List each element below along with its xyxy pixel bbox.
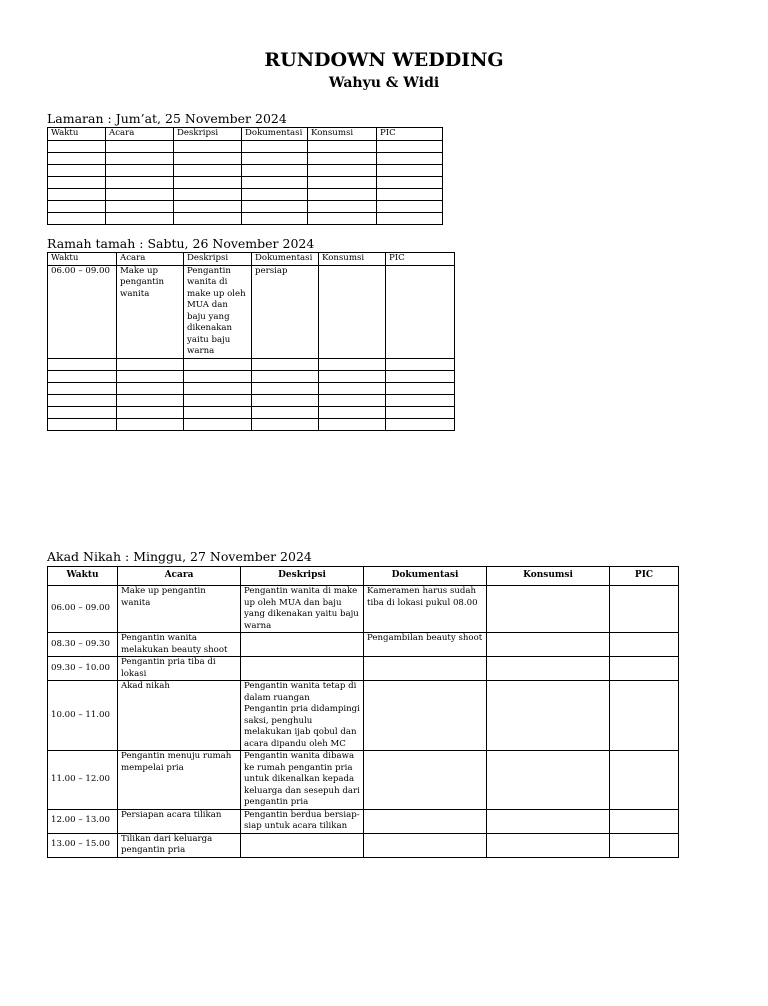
cell-pic (386, 406, 455, 418)
cell-deskripsi (184, 406, 252, 418)
cell-konsumsi (319, 394, 386, 406)
cell-pic (610, 751, 679, 810)
cell-acara (106, 176, 174, 188)
akad-nikah-table (47, 566, 679, 858)
table-row (48, 809, 679, 833)
table-row (48, 751, 679, 810)
cell-dokumentasi (252, 370, 319, 382)
cell-acara (106, 212, 174, 224)
table-row (48, 657, 679, 681)
cell-acara: Akad nikah (118, 681, 241, 751)
table-row (48, 358, 455, 370)
cell-konsumsi (308, 152, 377, 164)
table-row (48, 200, 443, 212)
section-heading-ramah-tamah: Ramah tamah : Sabtu, 26 November 2024 (47, 236, 315, 251)
cell-waktu (48, 418, 117, 430)
cell-pic (610, 586, 679, 633)
cell-deskripsi (241, 633, 364, 657)
table-row (48, 140, 443, 152)
cell-deskripsi: Pengantin berdua bersiap-siap untuk acara tilikan (241, 809, 364, 833)
cell-acara: Tilikan dari keluarga pengantin pria (118, 833, 241, 857)
column-header-waktu: Waktu (48, 128, 106, 141)
column-header-deskripsi: Deskripsi (184, 253, 252, 266)
cell-waktu: 08.30 – 09.30 (48, 633, 118, 657)
cell-konsumsi (487, 809, 610, 833)
table-row (48, 152, 443, 164)
cell-konsumsi (319, 358, 386, 370)
cell-deskripsi (241, 833, 364, 857)
cell-deskripsi (174, 152, 242, 164)
cell-konsumsi (487, 681, 610, 751)
cell-waktu (48, 394, 117, 406)
cell-dokumentasi (252, 394, 319, 406)
table-header-row (48, 567, 679, 586)
cell-pic (386, 265, 455, 358)
cell-dokumentasi (364, 681, 487, 751)
cell-pic (610, 633, 679, 657)
cell-pic (377, 188, 443, 200)
table-row (48, 188, 443, 200)
cell-dokumentasi: Pengambilan beauty shoot (364, 633, 487, 657)
cell-pic (377, 176, 443, 188)
cell-konsumsi (319, 418, 386, 430)
cell-konsumsi (319, 382, 386, 394)
column-header-pic: PIC (610, 567, 679, 586)
column-header-acara: Acara (117, 253, 184, 266)
cell-acara: Pengantin pria tiba di lokasi (118, 657, 241, 681)
cell-acara: Persiapan acara tilikan (118, 809, 241, 833)
column-header-deskripsi: Deskripsi (174, 128, 242, 141)
cell-acara (106, 164, 174, 176)
table-row (48, 681, 679, 751)
cell-pic (610, 681, 679, 751)
column-header-deskripsi: Deskripsi (241, 567, 364, 586)
table-row (48, 176, 443, 188)
cell-acara (106, 152, 174, 164)
cell-acara (117, 394, 184, 406)
cell-acara: Make up pengantin wanita (118, 586, 241, 633)
cell-pic (377, 140, 443, 152)
cell-konsumsi (319, 370, 386, 382)
cell-deskripsi (174, 188, 242, 200)
column-header-konsumsi: Konsumsi (319, 253, 386, 266)
cell-waktu (48, 188, 106, 200)
cell-waktu: 13.00 – 15.00 (48, 833, 118, 857)
table-row (48, 164, 443, 176)
cell-dokumentasi: persiap (252, 265, 319, 358)
cell-waktu: 11.00 – 12.00 (48, 751, 118, 810)
cell-deskripsi (241, 657, 364, 681)
cell-pic (377, 164, 443, 176)
section-heading-lamaran: Lamaran : Jum’at, 25 November 2024 (47, 111, 287, 126)
cell-waktu: 06.00 – 09.00 (48, 586, 118, 633)
cell-acara (117, 418, 184, 430)
cell-waktu (48, 200, 106, 212)
cell-konsumsi (308, 176, 377, 188)
cell-deskripsi (184, 418, 252, 430)
cell-waktu (48, 140, 106, 152)
cell-dokumentasi (364, 751, 487, 810)
column-header-waktu: Waktu (48, 253, 117, 266)
cell-waktu (48, 152, 106, 164)
cell-acara (106, 188, 174, 200)
cell-dokumentasi: Kameramen harus sudah tiba di lokasi pukul 08.00 (364, 586, 487, 633)
cell-waktu (48, 164, 106, 176)
column-header-pic: PIC (377, 128, 443, 141)
cell-waktu (48, 176, 106, 188)
table-row (48, 586, 679, 633)
cell-konsumsi (487, 586, 610, 633)
cell-waktu (48, 212, 106, 224)
cell-konsumsi (308, 140, 377, 152)
cell-waktu: 09.30 – 10.00 (48, 657, 118, 681)
cell-pic (386, 370, 455, 382)
document-title: RUNDOWN WEDDING (264, 49, 504, 71)
cell-deskripsi: Pengantin wanita di make up oleh MUA dan baju yang dikenakan yaitu baju warna (241, 586, 364, 633)
cell-konsumsi (308, 200, 377, 212)
cell-acara: Pengantin wanita melakukan beauty shoot (118, 633, 241, 657)
cell-acara (106, 140, 174, 152)
column-header-dokumentasi: Dokumentasi (364, 567, 487, 586)
cell-waktu: 10.00 – 11.00 (48, 681, 118, 751)
cell-deskripsi (184, 394, 252, 406)
cell-acara (117, 370, 184, 382)
cell-deskripsi (184, 370, 252, 382)
document-subtitle: Wahyu & Widi (328, 75, 440, 91)
cell-konsumsi (319, 265, 386, 358)
cell-pic (377, 212, 443, 224)
table-row (48, 406, 455, 418)
column-header-konsumsi: Konsumsi (487, 567, 610, 586)
cell-deskripsi (174, 164, 242, 176)
cell-pic (610, 809, 679, 833)
column-header-waktu: Waktu (48, 567, 118, 586)
cell-dokumentasi (364, 809, 487, 833)
cell-pic (386, 394, 455, 406)
column-header-dokumentasi: Dokumentasi (242, 128, 308, 141)
cell-konsumsi (487, 751, 610, 810)
cell-dokumentasi (252, 382, 319, 394)
cell-deskripsi (174, 176, 242, 188)
table-row (48, 382, 455, 394)
cell-konsumsi (308, 212, 377, 224)
table-row (48, 394, 455, 406)
cell-dokumentasi (252, 406, 319, 418)
cell-deskripsi: Pengantin wanita dibawa ke rumah pengantin pria untuk dikenalkan kepada keluarga dan sesepuh dari pengantin pria (241, 751, 364, 810)
cell-dokumentasi (242, 200, 308, 212)
cell-dokumentasi (364, 657, 487, 681)
cell-pic (377, 200, 443, 212)
cell-dokumentasi (242, 188, 308, 200)
cell-waktu (48, 358, 117, 370)
cell-konsumsi (308, 164, 377, 176)
column-header-acara: Acara (118, 567, 241, 586)
cell-dokumentasi (242, 212, 308, 224)
table-header-row (48, 253, 455, 266)
cell-acara (117, 406, 184, 418)
ramah-tamah-table (47, 252, 455, 431)
cell-waktu (48, 382, 117, 394)
column-header-konsumsi: Konsumsi (308, 128, 377, 141)
cell-dokumentasi (364, 833, 487, 857)
cell-waktu: 12.00 – 13.00 (48, 809, 118, 833)
cell-pic (386, 382, 455, 394)
cell-dokumentasi (252, 358, 319, 370)
cell-dokumentasi (242, 164, 308, 176)
cell-konsumsi (487, 833, 610, 857)
cell-acara (117, 382, 184, 394)
table-row (48, 212, 443, 224)
column-header-dokumentasi: Dokumentasi (252, 253, 319, 266)
cell-konsumsi (487, 657, 610, 681)
cell-dokumentasi (242, 152, 308, 164)
cell-dokumentasi (242, 140, 308, 152)
cell-pic (610, 833, 679, 857)
column-header-acara: Acara (106, 128, 174, 141)
cell-pic (377, 152, 443, 164)
table-header-row (48, 128, 443, 141)
table-row (48, 833, 679, 857)
cell-pic (386, 418, 455, 430)
cell-konsumsi (319, 406, 386, 418)
cell-waktu (48, 406, 117, 418)
cell-deskripsi: Pengantin wanita di make up oleh MUA dan baju yang dikenakan yaitu baju warna (184, 265, 252, 358)
cell-pic (610, 657, 679, 681)
cell-waktu (48, 370, 117, 382)
table-row (48, 418, 455, 430)
cell-acara: Make up pengantin wanita (117, 265, 184, 358)
section-heading-akad-nikah: Akad Nikah : Minggu, 27 November 2024 (47, 549, 312, 564)
cell-waktu: 06.00 – 09.00 (48, 265, 117, 358)
cell-deskripsi (174, 212, 242, 224)
cell-pic (386, 358, 455, 370)
column-header-pic: PIC (386, 253, 455, 266)
table-row (48, 265, 455, 358)
cell-deskripsi (174, 140, 242, 152)
cell-deskripsi (174, 200, 242, 212)
lamaran-table (47, 127, 443, 225)
table-row (48, 370, 455, 382)
cell-dokumentasi (242, 176, 308, 188)
cell-acara: Pengantin menuju rumah mempelai pria (118, 751, 241, 810)
cell-dokumentasi (252, 418, 319, 430)
cell-deskripsi: Pengantin wanita tetap di dalam ruangan Pengantin pria didampingi saksi, penghulu melakukan ijab qobul dan acara dipandu oleh MC (241, 681, 364, 751)
cell-deskripsi (184, 382, 252, 394)
cell-acara (117, 358, 184, 370)
cell-acara (106, 200, 174, 212)
cell-konsumsi (487, 633, 610, 657)
cell-deskripsi (184, 358, 252, 370)
cell-konsumsi (308, 188, 377, 200)
table-row (48, 633, 679, 657)
